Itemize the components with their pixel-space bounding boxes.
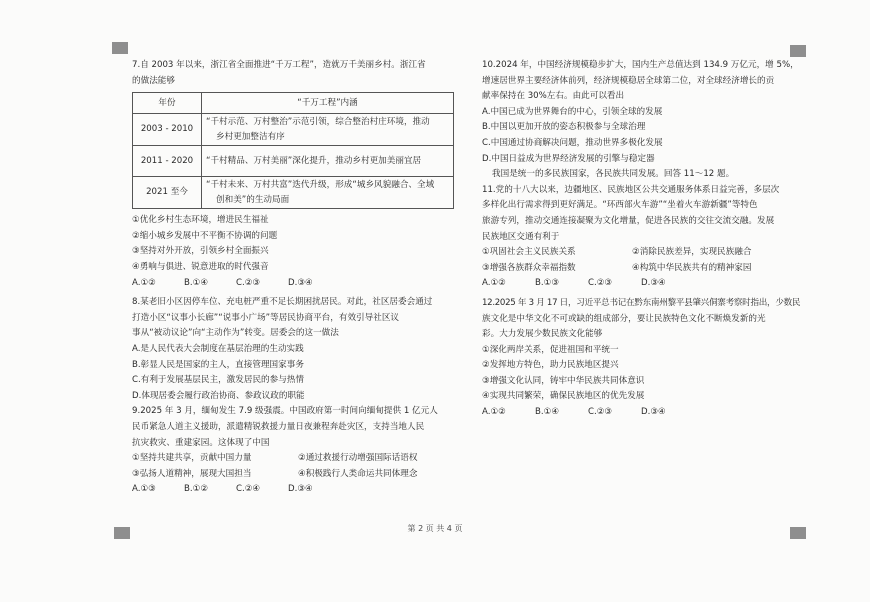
left-column — [132, 58, 462, 498]
q11-options-row1 — [482, 245, 800, 261]
question-9 — [132, 404, 462, 498]
q9-choice-b: B.①② — [184, 484, 209, 495]
q12-option-2: ②发挥地方特色，助力民族地区提兴 — [482, 360, 619, 371]
q9-option-4: ④积极践行人类命运共同体理念 — [298, 468, 418, 479]
q10-line2: 增速居世界主要经济体前列，经济规模稳居全球第二位，对全球经济增长的贡 — [482, 75, 775, 86]
q7-row3-content — [202, 177, 454, 209]
q7-row1-line1: “千村示范、万村整治”示范引领，综合整治村庄环境，推动 — [206, 117, 430, 128]
q9-option-3: ③弘扬人道精神，展现大国担当 — [132, 468, 252, 479]
q12-option-3: ③增强文化认同，铸牢中华民族共同体意识 — [482, 375, 645, 386]
q7-choice-d: D.③④ — [288, 277, 313, 288]
q7-stem-line2: 的做法能够 — [132, 75, 175, 86]
q12-choice-d: D.③④ — [641, 407, 666, 418]
q11-option-1: ①巩固社会主义民族关系 — [482, 247, 576, 258]
page-number: 第 2 页 共 4 页 — [407, 524, 463, 533]
q11-line2: 多样化出行需求得到更好满足。“环西部火车游”“坐着火车游新疆”等特色 — [482, 200, 758, 211]
q7-row3-line2: 创和美”的生动局面 — [216, 194, 290, 205]
q12-option-1: ①深化两岸关系，促进祖国和平统一 — [482, 344, 619, 355]
q11-option-3: ③增强各族群众幸福指数 — [482, 262, 576, 273]
q10-line1: 10.2024 年，中国经济规模稳步扩大，国内生产总值达到 134.9 万亿元，增 5%， — [482, 60, 799, 70]
q10-option-b: B.中国以更加开放的姿态积极参与全球治理 — [482, 122, 646, 133]
q8-option-d: D.体现居委会履行政治协商、参政议政的职能 — [132, 390, 305, 401]
q7-row2-year: 2011 - 2020 — [133, 146, 202, 177]
q12-choice-b: B.①④ — [535, 407, 560, 418]
q7-row1-year: 2003 - 2010 — [133, 114, 202, 146]
q9-option-2: ②通过救援行动增强国际话语权 — [298, 453, 418, 464]
q11-line4: 民族地区交通有利于 — [482, 231, 560, 242]
q10-line3: 献率保持在 30%左右。由此可以看出 — [482, 91, 625, 102]
q11-choice-a: A.①② — [482, 278, 506, 289]
q7-header-content: “千万工程”内涵 — [202, 93, 454, 114]
q11-choice-c: C.②③ — [588, 278, 613, 289]
q7-header-year: 年份 — [133, 93, 202, 114]
table-row — [133, 177, 454, 209]
q11-option-2: ②消除民族差异，实现民族融合 — [632, 247, 752, 258]
q8-line2: 打造小区“议事小长廊”“说事小广场”等居民协商平台，有效引导社区议 — [132, 312, 400, 323]
q7-option-1: ①优化乡村生态环境，增进民生福祉 — [132, 215, 269, 226]
q9-choices — [132, 482, 462, 498]
table-row — [133, 114, 454, 146]
q7-row3-line1: “千村未来、万村共富”迭代升级，形成“城乡风貌融合、全域 — [206, 180, 435, 191]
q7-choice-c: C.②③ — [236, 277, 261, 288]
q11-option-4: ④构筑中华民族共有的精神家园 — [632, 262, 752, 273]
q8-line3: 事从“被动议论”向“主动作为”转变。居委会的这一做法 — [132, 328, 339, 339]
q12-option-4: ④实现共同繁荣，确保民族地区的优先发展 — [482, 391, 645, 402]
q9-option-1: ①坚持共建共享，贡献中国力量 — [132, 453, 252, 464]
q12-choice-a: A.①② — [482, 407, 506, 418]
q7-row1-content — [202, 114, 454, 146]
q11-choice-d: D.③④ — [641, 278, 666, 289]
question-11 — [482, 183, 800, 292]
q10-option-a: A.中国已成为世界舞台的中心，引领全球的发展 — [482, 106, 663, 117]
q7-choice-b: B.①④ — [184, 277, 209, 288]
q7-row2-content: “千村精品、万村美丽”深化提升，推动乡村更加美丽宜居 — [202, 146, 454, 177]
q7-row1-line2: 乡村更加整洁有序 — [216, 131, 285, 142]
q11-choice-b: B.①③ — [535, 278, 560, 289]
q7-option-3: ③坚持对外开放，引领乡村全面振兴 — [132, 246, 269, 257]
q7-table — [132, 92, 454, 209]
table-row — [133, 146, 454, 177]
q7-choice-a: A.①② — [132, 277, 156, 288]
q12-line1: 12.2025 年 3 月 17 日，习近平总书记在黔东南州黎平县肇兴侗寨考察时指出，少数民 — [482, 297, 801, 308]
q9-line3: 抗灾救灾、重建家园。这体现了中国 — [132, 437, 270, 448]
q12-choices — [482, 405, 800, 421]
q7-choices — [132, 276, 462, 292]
question-10 — [482, 58, 800, 167]
q11-line1: 11.党的十八大以来，边疆地区、民族地区公共交通服务体系日益完善，多层次 — [482, 184, 780, 195]
q9-options-row1 — [132, 451, 462, 467]
q9-line2: 民币紧急人道主义援助，派遣精锐救援力量日夜兼程奔赴灾区，支持当地人民 — [132, 421, 425, 432]
q10-option-c: C.中国通过协商解决问题，推动世界多极化发展 — [482, 137, 663, 148]
material-intro: 我国是统一的多民族国家，各民族共同发展。回答 11～12 题。 — [492, 169, 735, 180]
q9-options-row2 — [132, 467, 462, 483]
q11-line3: 旅游专列，推动交通连接凝聚为文化增量，促进各民族的交往交流交融。发展 — [482, 215, 775, 226]
q7-stem-line1: 7.自 2003 年以来，浙江省全面推进“千万工程”，造就万千美丽乡村。浙江省 — [132, 60, 426, 70]
q9-choice-c: C.②④ — [236, 484, 261, 495]
right-column — [482, 58, 800, 421]
registration-mark-top-left — [112, 42, 128, 54]
q7-option-2: ②缩小城乡发展中不平衡不协调的问题 — [132, 230, 278, 241]
q10-option-d: D.中国日益成为世界经济发展的引擎与稳定器 — [482, 153, 655, 164]
q12-choice-c: C.②③ — [588, 407, 613, 418]
question-12 — [482, 296, 800, 421]
q7-option-4: ④勇响与俱进、锐意进取的时代强音 — [132, 261, 269, 272]
q8-option-a: A.是人民代表大会制度在基层治理的生动实践 — [132, 343, 304, 354]
q9-choice-a: A.①③ — [132, 484, 156, 495]
question-7 — [132, 58, 462, 291]
q8-line1: 8.某老旧小区因停车位、充电桩严重不足长期困扰居民。对此，社区居委会通过 — [132, 297, 433, 308]
q7-row3-year: 2021 至今 — [133, 177, 202, 209]
q11-options-row2 — [482, 261, 800, 277]
q12-line3: 彩。大力发展少数民族文化能够 — [482, 329, 603, 340]
q9-choice-d: D.③④ — [288, 484, 313, 495]
registration-mark-top-right — [790, 45, 806, 57]
q8-option-c: C.有利于发展基层民主，激发居民的参与热情 — [132, 375, 305, 386]
q9-line1: 9.2025 年 3 月，缅甸发生 7.9 级强震。中国政府第一时间向缅甸提供 1 亿元人 — [132, 406, 438, 417]
question-8 — [132, 295, 462, 404]
q12-line2: 族文化是中华文化不可或缺的组成部分，要让民族特色文化不断焕发新的光 — [482, 313, 766, 324]
q7-table-header — [133, 93, 454, 114]
q8-option-b: B.彰显人民是国家的主人，直接管理国家事务 — [132, 359, 304, 370]
q11-choices — [482, 276, 800, 292]
